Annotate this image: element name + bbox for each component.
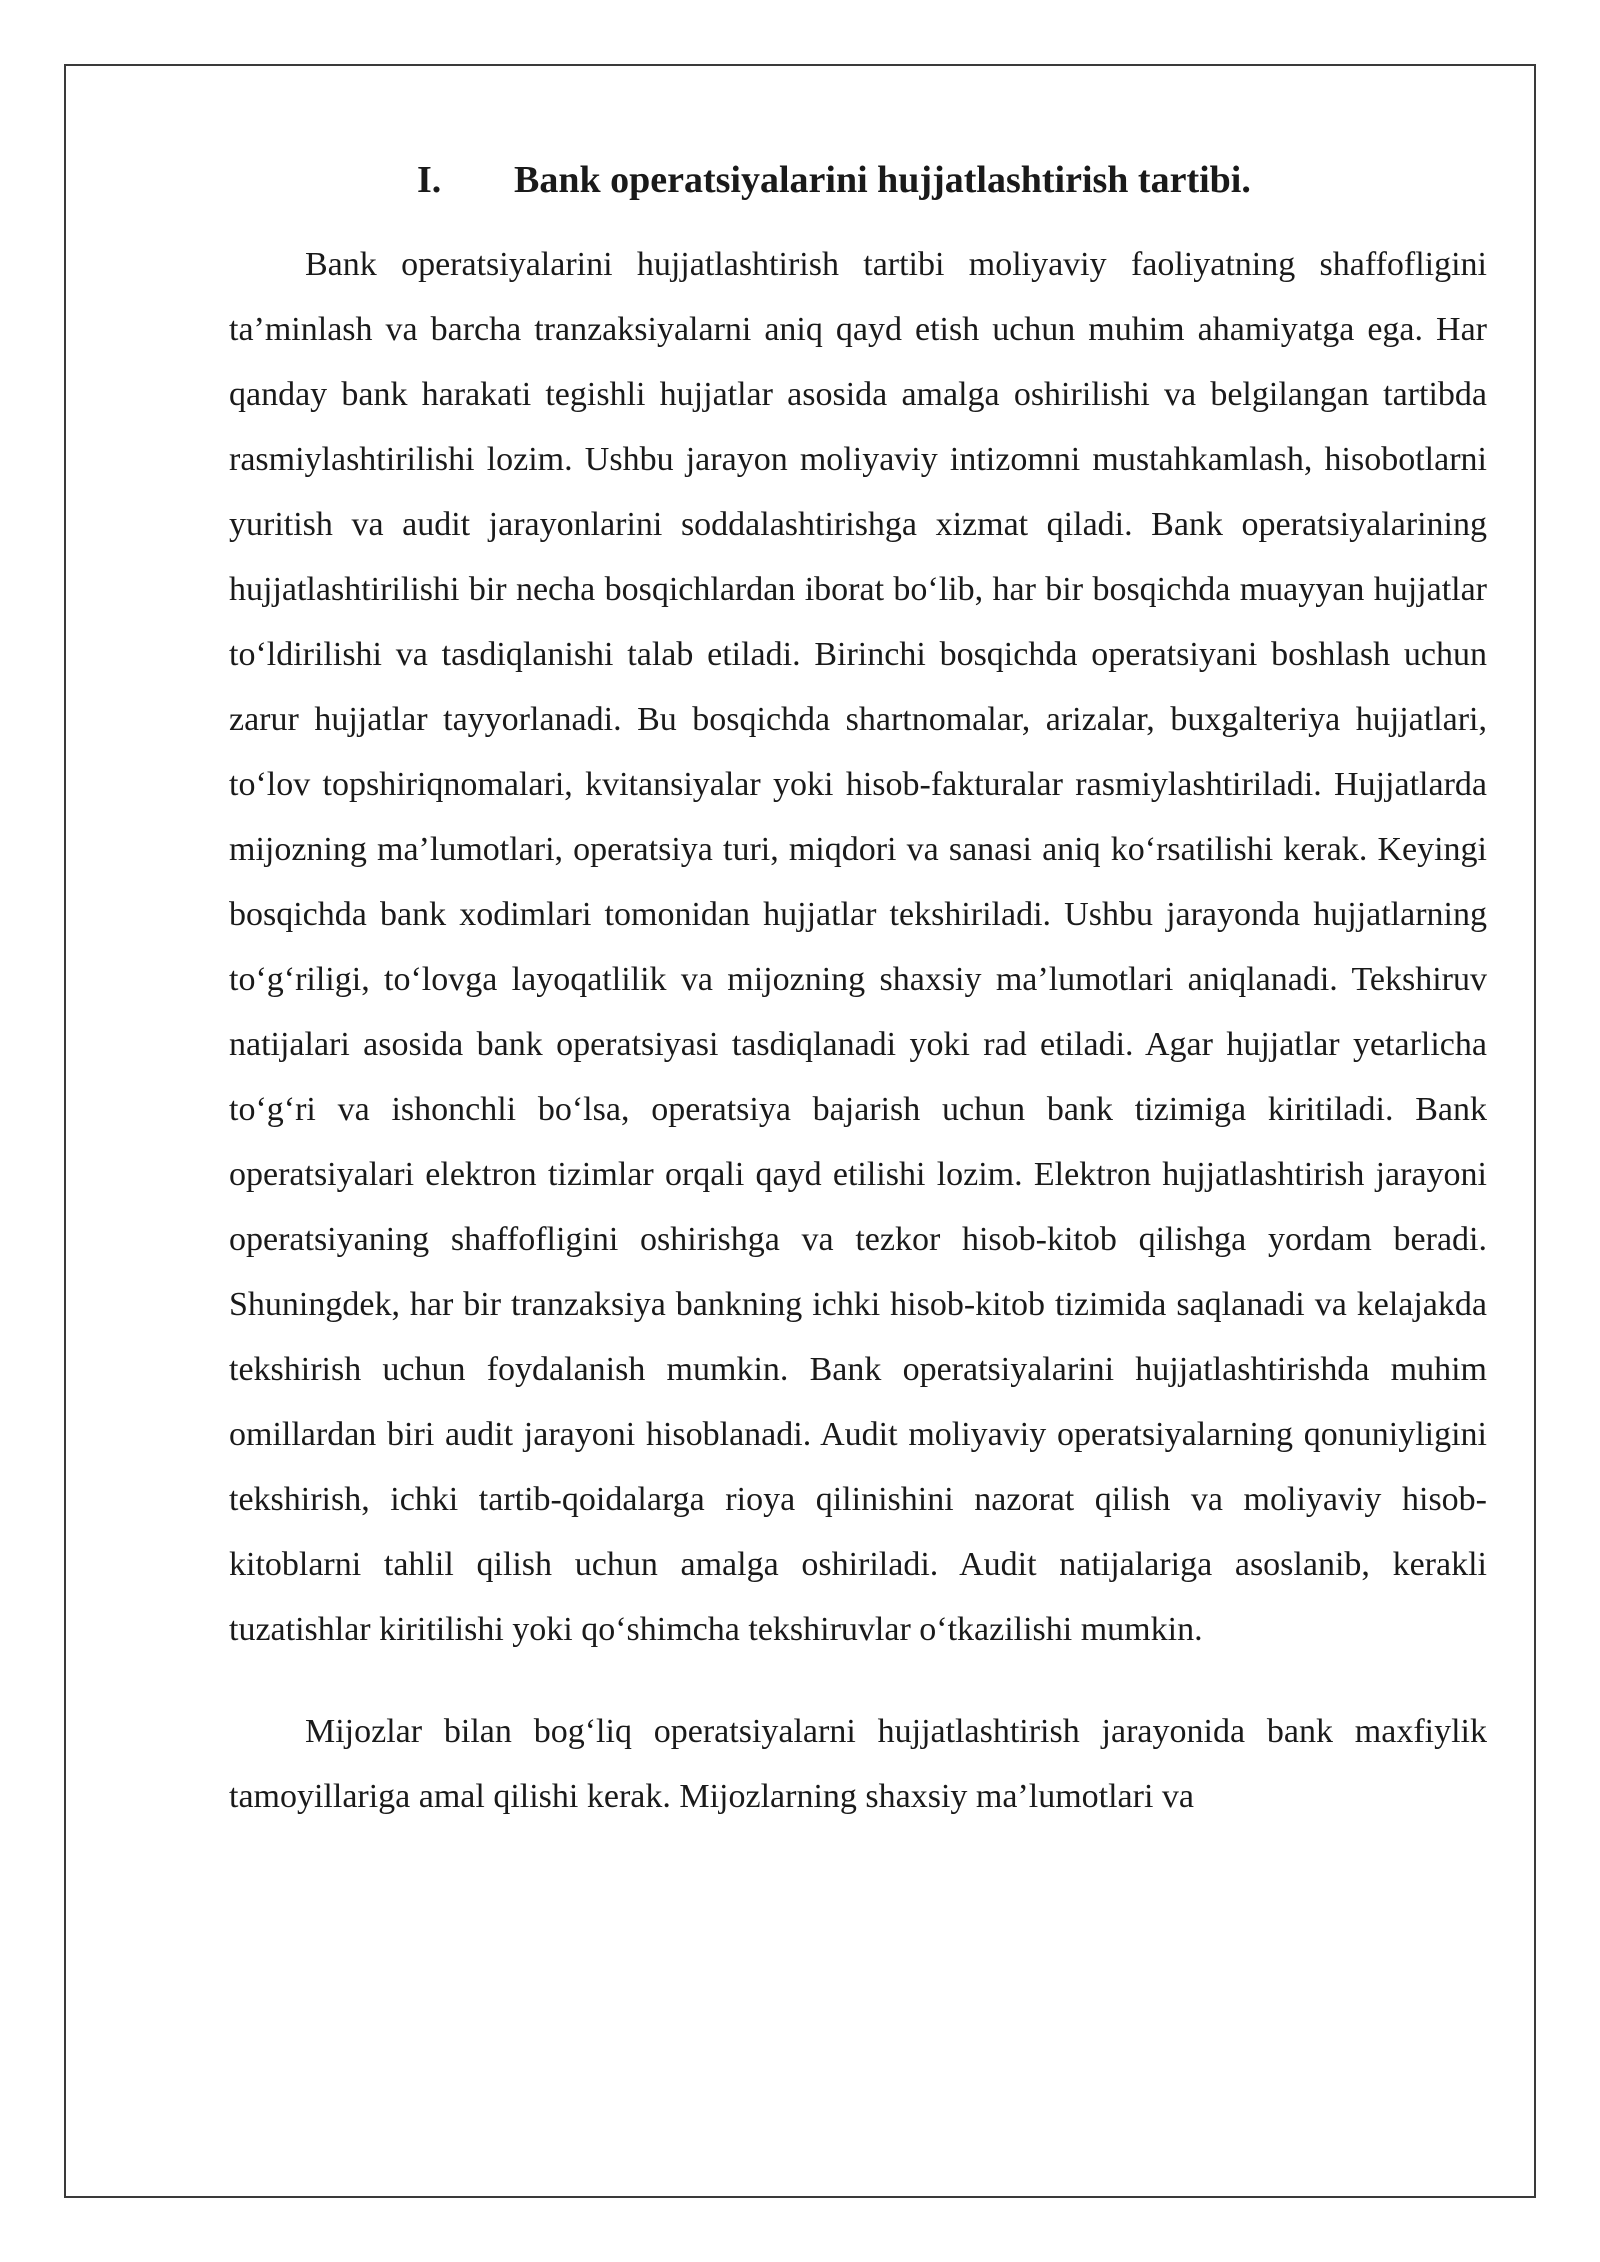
section-number: I. xyxy=(417,159,442,201)
section-title: Bank operatsiyalarini hujjatlashtirish tartibi. xyxy=(514,159,1251,201)
document-body xyxy=(229,150,1487,1829)
paragraph-2: Mijozlar bilan bog‘liq operatsiyalarni hujjatlashtirish jarayonida bank maxfiylik tamoyillariga amal qilishi kerak. Mijozlarning shaxsiy ma’lumotlari va xyxy=(229,1713,1487,1815)
section-heading xyxy=(229,150,1487,210)
paragraph-1: Bank operatsiyalarini hujjatlashtirish tartibi moliyaviy faoliyatning shaffofligini ta’minlash va barcha tranzaksiyalarni aniq qayd etish uchun muhim ahamiyatga ega. Har qanday bank harakati tegishli hujjatlar asosida amalga oshirilishi va belgilangan tartibda rasmiylashtirilishi lozim. Ushbu jarayon moliyaviy intizomni mustahkamlash, hisobotlarni yuritish va audit jarayonlarini soddalashtirishga xizmat qiladi. Bank operatsiyalarining hujjatlashtirilishi bir necha bosqichlardan iborat bo‘lib, har bir bosqichda muayyan hujjatlar to‘ldirilishi va tasdiqlanishi talab etiladi. Birinchi bosqichda operatsiyani boshlash uchun zarur hujjatlar tayyorlanadi. Bu bosqichda shartnomalar, arizalar, buxgalteriya hujjatlari, to‘lov topshiriqnomalari, kvitansiyalar yoki hisob-fakturalar rasmiylashtiriladi. Hujjatlarda mijozning ma’lumotlari, operatsiya turi, miqdori va sanasi aniq ko‘rsatilishi kerak. Keyingi bosqichda bank xodimlari tomonidan hujjatlar tekshiriladi. Ushbu jarayonda hujjatlarning to‘g‘riligi, to‘lovga layoqatlilik va mijozning shaxsiy ma’lumotlari aniqlanadi. Tekshiruv natijalari asosida bank operatsiyasi tasdiqlanadi yoki rad etiladi. Agar hujjatlar yetarlicha to‘g‘ri va ishonchli bo‘lsa, operatsiya bajarish uchun bank tizimiga kiritiladi. Bank operatsiyalari elektron tizimlar orqali qayd etilishi lozim. Elektron hujjatlashtirish jarayoni operatsiyaning shaffofligini oshirishga va tezkor hisob-kitob qilishga yordam beradi. Shuningdek, har bir tranzaksiya bankning ichki hisob-kitob tizimida saqlanadi va kelajakda tekshirish uchun foydalanish mumkin. Bank operatsiyalarini hujjatlashtirishda muhim omillardan biri audit jarayoni hisoblanadi. Audit moliyaviy operatsiyalarning qonuniyligini tekshirish, ichki tartib-qoidalarga rioya qilinishini nazorat qilish va moliyaviy hisob-kitoblarni tahlil qilish uchun amalga oshiriladi. Audit natijalariga asoslanib, kerakli tuzatishlar kiritilishi yoki qo‘shimcha tekshiruvlar o‘tkazilishi mumkin. xyxy=(229,246,1487,1648)
